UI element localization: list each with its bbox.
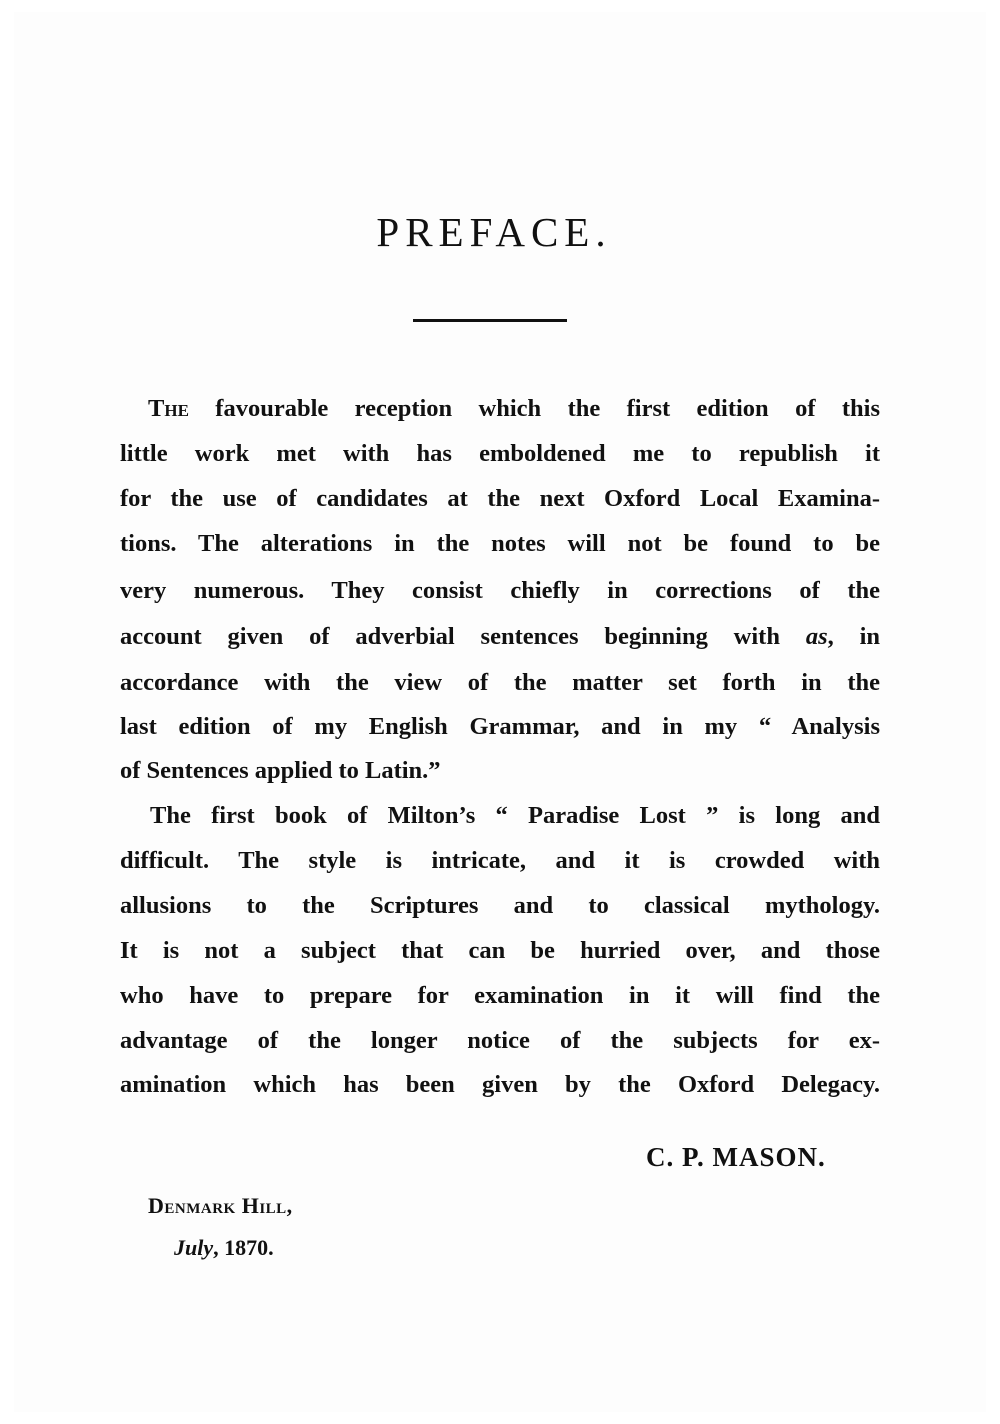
paragraph-1-line-6-text: account given of adverbial sentences beginning with — [120, 623, 806, 650]
date-month: July — [174, 1235, 214, 1260]
paragraph-1-line-1-text: favourable reception which the first edition of this — [188, 395, 880, 422]
italic-as: as — [805, 623, 828, 650]
paragraph-1-line-1 — [148, 387, 880, 431]
paragraph-1-line-3: for the use of candidates at the next Oxford Local Examina- — [120, 485, 880, 512]
date-year: , 1870. — [213, 1235, 274, 1260]
paragraph-1-line-9: of Sentences applied to Latin.” — [120, 757, 441, 784]
title-rule — [413, 319, 567, 322]
place-line: Denmark Hill, — [148, 1193, 293, 1218]
paragraph-2-line-6: advantage of the longer notice of the subjects for ex- — [120, 1027, 880, 1054]
paragraph-2-line-4: It is not a subject that can be hurried over, and those — [120, 937, 880, 964]
paragraph-1-line-6-tail: , in — [827, 623, 880, 650]
paragraph-1-line-5: very numerous. They consist chiefly in corrections of the — [120, 577, 880, 604]
paragraph-1-first-word: The — [148, 395, 189, 422]
paragraph-1-line-7: accordance with the view of the matter set forth in the — [120, 669, 880, 696]
paragraph-1-line-8: last edition of my English Grammar, and in my “ Analysis — [120, 713, 880, 740]
paragraph-1-line-6 — [120, 615, 880, 659]
paragraph-1-line-2: little work met with has emboldened me to republish it — [120, 440, 880, 467]
author-signature: C. P. MASON. — [646, 1142, 826, 1172]
paragraph-2-line-3: allusions to the Scriptures and to classical mythology. — [120, 892, 880, 919]
date-line — [174, 1235, 274, 1261]
paragraph-2-line-5: who have to prepare for examination in it will find the — [120, 982, 880, 1009]
paragraph-2-line-7: amination which has been given by the Oxford Delegacy. — [120, 1071, 880, 1098]
paragraph-2-line-1: The first book of Milton’s “ Paradise Lost ” is long and — [150, 802, 880, 829]
paragraph-1-line-4: tions. The alterations in the notes will not be found to be — [120, 530, 880, 557]
paragraph-2-line-2: difficult. The style is intricate, and it is crowded with — [120, 847, 880, 874]
page-title: PREFACE. — [376, 209, 612, 255]
